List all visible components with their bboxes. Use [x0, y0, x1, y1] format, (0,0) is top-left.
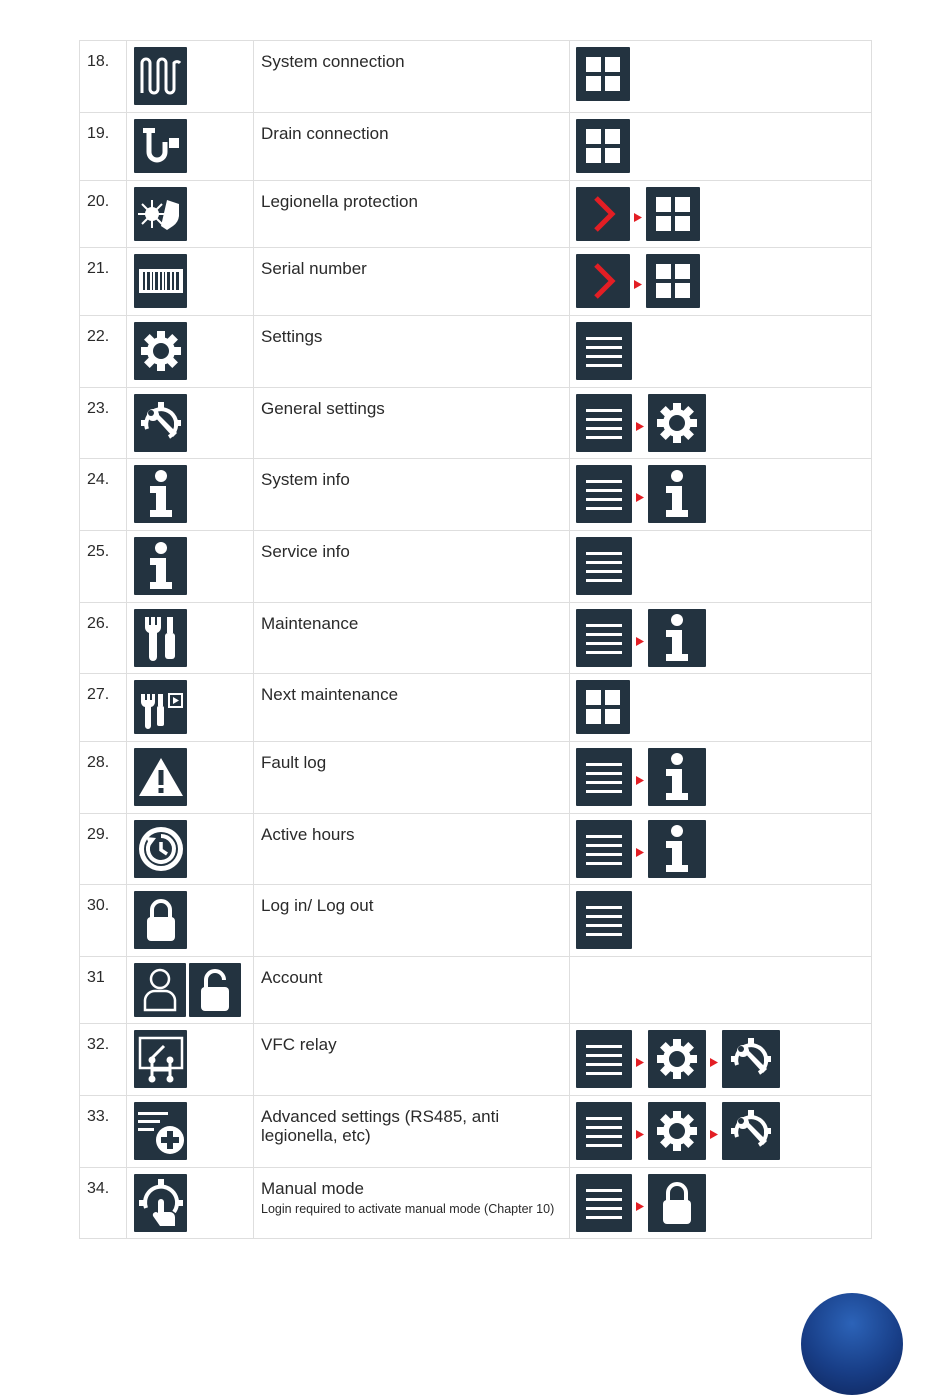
- description-cell: [254, 41, 570, 112]
- table-row: [79, 673, 872, 741]
- relay-symbol-tile: [134, 1030, 187, 1088]
- hamburger-menu-nav-tile: [576, 609, 632, 667]
- description-label: Next maintenance: [261, 685, 399, 704]
- symbol-cell: [127, 1168, 254, 1238]
- hamburger-menu-icon: [584, 546, 624, 586]
- description-cell: [254, 248, 570, 315]
- info-symbol-tile: [134, 537, 187, 595]
- row-number: 21.: [79, 248, 127, 315]
- hamburger-menu-icon: [584, 1039, 624, 1079]
- row-number: 20.: [79, 181, 127, 247]
- next-maintenance-icon: [137, 682, 185, 732]
- chevron-right-icon: [588, 261, 618, 301]
- description-label: Log in/ Log out: [261, 896, 374, 915]
- description-cell: [254, 316, 570, 387]
- legionella-protection-symbol-tile: [134, 187, 187, 241]
- info-nav-tile: [648, 465, 706, 523]
- next-arrow-icon: [632, 1058, 648, 1067]
- symbol-cell: [127, 885, 254, 956]
- gear-nav-tile: [648, 1102, 706, 1160]
- tools-symbol-tile: [134, 609, 187, 667]
- hamburger-menu-icon: [584, 829, 624, 869]
- gear-nav-tile: [648, 1030, 706, 1088]
- info-nav-tile: [648, 820, 706, 878]
- navigation-path-cell: [570, 248, 872, 315]
- description-label: Account: [261, 968, 323, 987]
- gear-wrench-icon: [139, 401, 183, 445]
- unlock-icon: [195, 966, 235, 1014]
- description-cell: [254, 1168, 570, 1238]
- grid-menu-icon: [653, 194, 693, 234]
- unlock-symbol-tile: [189, 963, 241, 1017]
- hamburger-menu-nav-tile: [576, 1174, 632, 1232]
- description-cell: [254, 388, 570, 458]
- gear-symbol-tile: [134, 322, 187, 380]
- tools-icon: [139, 613, 183, 663]
- grid-menu-nav-tile: [576, 47, 630, 101]
- row-number: 34.: [79, 1168, 127, 1238]
- description-label: General settings: [261, 399, 385, 418]
- active-hours-icon: [136, 824, 186, 874]
- navigation-path-cell: [570, 1168, 872, 1238]
- description-cell: [254, 814, 570, 884]
- description-cell: [254, 674, 570, 741]
- next-arrow-icon: [630, 280, 646, 289]
- advanced-settings-symbol-tile: [134, 1102, 187, 1160]
- manual-mode-symbol-tile: [134, 1174, 187, 1232]
- description-label: Advanced settings (RS485, anti legionella, etc): [261, 1107, 500, 1145]
- system-connection-icon: [138, 53, 184, 99]
- next-arrow-icon: [632, 493, 648, 502]
- page-number-badge: [801, 1293, 903, 1395]
- info-icon: [655, 823, 699, 875]
- symbol-cell: [127, 248, 254, 315]
- gear-icon: [655, 401, 699, 445]
- hamburger-menu-icon: [584, 331, 624, 371]
- symbol-cell: [127, 388, 254, 458]
- gear-wrench-icon: [729, 1037, 773, 1081]
- gear-wrench-nav-tile: [722, 1102, 780, 1160]
- chevron-right-nav-tile: [576, 187, 630, 241]
- symbol-cell: [127, 181, 254, 247]
- gear-wrench-nav-tile: [722, 1030, 780, 1088]
- row-number: 32.: [79, 1024, 127, 1095]
- row-number: 28.: [79, 742, 127, 813]
- hamburger-menu-icon: [584, 403, 624, 443]
- info-symbol-tile: [134, 465, 187, 523]
- table-row: [79, 1095, 872, 1167]
- gear-icon: [655, 1037, 699, 1081]
- symbol-cell: [127, 1096, 254, 1167]
- grid-menu-icon: [583, 54, 623, 94]
- description-label: Legionella protection: [261, 192, 418, 211]
- symbol-cell: [127, 674, 254, 741]
- next-arrow-icon: [632, 1130, 648, 1139]
- gear-wrench-icon: [729, 1109, 773, 1153]
- lock-nav-tile: [648, 1174, 706, 1232]
- symbol-cell: [127, 957, 254, 1023]
- row-number: 24.: [79, 459, 127, 530]
- info-icon: [139, 468, 183, 520]
- navigation-path-cell: [570, 113, 872, 180]
- description-label: Manual mode: [261, 1179, 365, 1198]
- chevron-right-icon: [588, 194, 618, 234]
- grid-menu-icon: [653, 261, 693, 301]
- table-row: [79, 884, 872, 956]
- legionella-protection-icon: [137, 192, 185, 236]
- hamburger-menu-nav-tile: [576, 820, 632, 878]
- description-cell: [254, 531, 570, 602]
- hamburger-menu-nav-tile: [576, 891, 632, 949]
- navigation-path-cell: [570, 531, 872, 602]
- user-icon: [140, 966, 180, 1014]
- lock-icon: [657, 1179, 697, 1227]
- info-icon: [655, 612, 699, 664]
- row-number: 33.: [79, 1096, 127, 1167]
- row-number: 29.: [79, 814, 127, 884]
- table-row: [79, 315, 872, 387]
- description-cell: [254, 113, 570, 180]
- navigation-path-cell: [570, 1024, 872, 1095]
- row-number: 31: [79, 957, 127, 1023]
- row-number: 25.: [79, 531, 127, 602]
- hamburger-menu-icon: [584, 1111, 624, 1151]
- symbol-cell: [127, 531, 254, 602]
- description-label: Settings: [261, 327, 323, 346]
- symbol-cell: [127, 1024, 254, 1095]
- description-note: Login required to activate manual mode (Chapter 10): [261, 1202, 555, 1216]
- grid-menu-nav-tile: [576, 680, 630, 734]
- navigation-path-cell: [570, 41, 872, 112]
- hamburger-menu-icon: [584, 757, 624, 797]
- row-number: 23.: [79, 388, 127, 458]
- navigation-path-cell: [570, 674, 872, 741]
- table-row: [79, 458, 872, 530]
- system-connection-symbol-tile: [134, 47, 187, 105]
- table-row: [79, 180, 872, 247]
- hamburger-menu-icon: [584, 1183, 624, 1223]
- description-cell: [254, 1096, 570, 1167]
- symbol-cell: [127, 316, 254, 387]
- next-arrow-icon: [632, 1202, 648, 1211]
- hamburger-menu-nav-tile: [576, 465, 632, 523]
- symbol-cell: [127, 603, 254, 673]
- gear-icon: [655, 1109, 699, 1153]
- description-label: Drain connection: [261, 124, 389, 143]
- description-cell: [254, 459, 570, 530]
- grid-menu-icon: [583, 126, 623, 166]
- description-cell: [254, 181, 570, 247]
- hamburger-menu-nav-tile: [576, 748, 632, 806]
- table-row: [79, 956, 872, 1023]
- description-cell: [254, 603, 570, 673]
- navigation-path-cell: [570, 742, 872, 813]
- row-number: 30.: [79, 885, 127, 956]
- hamburger-menu-nav-tile: [576, 322, 632, 380]
- info-icon: [655, 468, 699, 520]
- navigation-path-cell: [570, 316, 872, 387]
- table-row: [79, 40, 872, 112]
- next-arrow-icon: [706, 1058, 722, 1067]
- row-number: 27.: [79, 674, 127, 741]
- gear-nav-tile: [648, 394, 706, 452]
- table-row: [79, 387, 872, 458]
- relay-icon: [136, 1034, 186, 1084]
- description-cell: [254, 742, 570, 813]
- next-maintenance-symbol-tile: [134, 680, 187, 734]
- description-label: Fault log: [261, 753, 327, 772]
- next-arrow-icon: [632, 422, 648, 431]
- symbol-cell: [127, 113, 254, 180]
- table-row: [79, 602, 872, 673]
- barcode-icon: [137, 259, 185, 303]
- next-arrow-icon: [632, 776, 648, 785]
- table-row: [79, 813, 872, 884]
- hamburger-menu-icon: [584, 474, 624, 514]
- symbol-cell: [127, 41, 254, 112]
- hamburger-menu-icon: [584, 618, 624, 658]
- info-nav-tile: [648, 609, 706, 667]
- description-label: Active hours: [261, 825, 355, 844]
- navigation-path-cell: [570, 459, 872, 530]
- table-row: [79, 112, 872, 180]
- next-arrow-icon: [632, 848, 648, 857]
- lock-symbol-tile: [134, 891, 187, 949]
- warning-symbol-tile: [134, 748, 187, 806]
- navigation-path-cell: [570, 388, 872, 458]
- table-row: [79, 1023, 872, 1095]
- table-row: [79, 1167, 872, 1239]
- symbol-cell: [127, 742, 254, 813]
- grid-menu-nav-tile: [646, 254, 700, 308]
- table-row: [79, 741, 872, 813]
- row-number: 26.: [79, 603, 127, 673]
- barcode-symbol-tile: [134, 254, 187, 308]
- info-nav-tile: [648, 748, 706, 806]
- next-arrow-icon: [630, 213, 646, 222]
- row-number: 18.: [79, 41, 127, 112]
- grid-menu-icon: [583, 687, 623, 727]
- hamburger-menu-nav-tile: [576, 537, 632, 595]
- info-icon: [139, 540, 183, 592]
- description-cell: [254, 1024, 570, 1095]
- lock-icon: [141, 896, 181, 944]
- gear-wrench-symbol-tile: [134, 394, 187, 452]
- table-row: [79, 247, 872, 315]
- icon-reference-table: [79, 40, 872, 1239]
- description-label: VFC relay: [261, 1035, 337, 1054]
- symbol-cell: [127, 814, 254, 884]
- drain-connection-icon: [139, 124, 183, 168]
- description-label: Maintenance: [261, 614, 359, 633]
- navigation-path-cell: [570, 814, 872, 884]
- active-hours-symbol-tile: [134, 820, 187, 878]
- grid-menu-nav-tile: [576, 119, 630, 173]
- description-cell: [254, 957, 570, 1023]
- info-icon: [655, 751, 699, 803]
- hamburger-menu-nav-tile: [576, 394, 632, 452]
- hamburger-menu-nav-tile: [576, 1102, 632, 1160]
- navigation-path-cell: [570, 181, 872, 247]
- row-number: 22.: [79, 316, 127, 387]
- hamburger-menu-icon: [584, 900, 624, 940]
- navigation-path-cell: [570, 1096, 872, 1167]
- symbol-cell: [127, 459, 254, 530]
- hamburger-menu-nav-tile: [576, 1030, 632, 1088]
- chevron-right-nav-tile: [576, 254, 630, 308]
- description-label: Service info: [261, 542, 350, 561]
- user-symbol-tile: [134, 963, 186, 1017]
- manual-mode-icon: [136, 1178, 186, 1228]
- navigation-path-cell: [570, 885, 872, 956]
- row-number: 19.: [79, 113, 127, 180]
- description-cell: [254, 885, 570, 956]
- warning-icon: [137, 754, 185, 800]
- drain-connection-symbol-tile: [134, 119, 187, 173]
- navigation-path-cell: [570, 603, 872, 673]
- table-row: [79, 530, 872, 602]
- description-label: System connection: [261, 52, 405, 71]
- description-label: Serial number: [261, 259, 367, 278]
- advanced-settings-icon: [136, 1106, 186, 1156]
- next-arrow-icon: [706, 1130, 722, 1139]
- gear-icon: [139, 329, 183, 373]
- grid-menu-nav-tile: [646, 187, 700, 241]
- next-arrow-icon: [632, 637, 648, 646]
- description-label: System info: [261, 470, 350, 489]
- navigation-path-cell: [570, 957, 872, 1023]
